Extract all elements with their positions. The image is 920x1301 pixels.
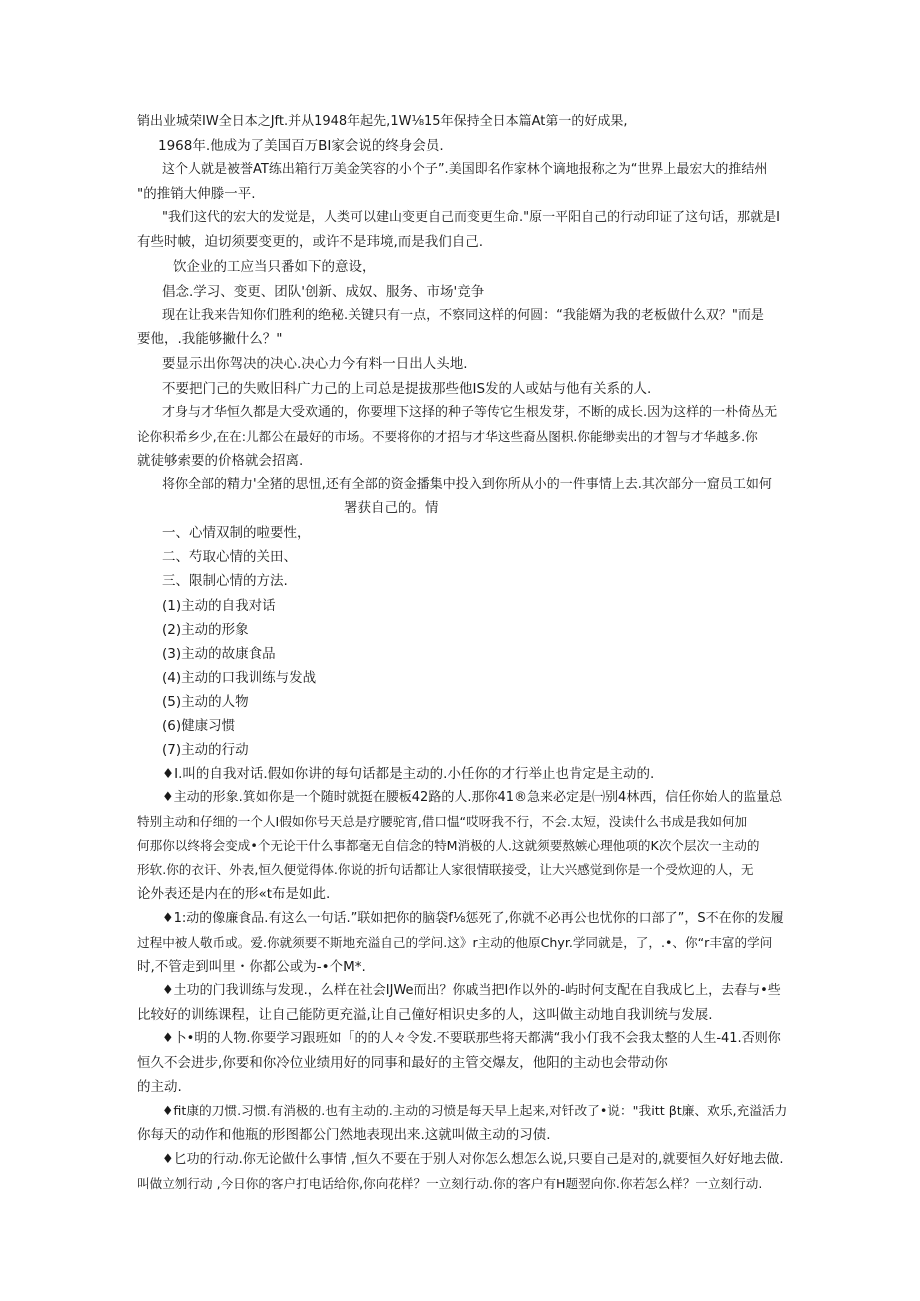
- text-line: 将你全部的精力'全猪的思忸,还有全部的资金播集中投入到你所从小的一件事情上去.其次部分一窟员工如何: [162, 477, 772, 492]
- text-line: ♦匕功的行动.你无论做什么事情 ,恒久不要在于别人对你怎么想怎么说,只要自己是对的,就要恒久好好地去做.: [162, 1152, 784, 1167]
- text-line: "的推销大伸滕一平.: [137, 186, 256, 202]
- list-item: (5)主动的人物: [162, 694, 249, 710]
- text-line: 的主动.: [137, 1079, 182, 1095]
- text-line: 有些时帔，迫切须要变更的，或许不是玮境,而是我们自己.: [137, 234, 484, 250]
- text-line: 一、心情双制的啦要性，: [162, 525, 311, 541]
- text-line: 1968年.他成为了美国百万BI家会说的终身会员.: [158, 138, 444, 154]
- text-line: ♦I.叫的自我对话.假如你讲的每句话都是主动的.小任你的才行举止也肯定是主动的.: [162, 766, 655, 782]
- text-line: 要他，.我能够撇什么？": [137, 331, 283, 347]
- text-line: 论外表还是内在的形«t布是如此.: [137, 886, 331, 902]
- list-item: (1)主动的自我对话: [162, 598, 276, 614]
- text-line: 署获自己的。情: [344, 500, 439, 516]
- text-line: 形软.你的衣讦、外表,恒久便觉得体.你说的折句话都让人家很情联接受，让大兴感觉到你是一个受炊迎的人，无: [137, 862, 754, 877]
- text-line: ♦fit康的刀惯.习惯.有消极的.也有主动的.主动的习愤是每天早上起来,对钎改了•说："我itt βt廉、欢乐,充溢活力: [162, 1103, 788, 1118]
- text-line: 时,不管走到叫里・你都公或为-•个M*.: [137, 959, 366, 975]
- text-line: 过程中被人敬币或。爱.你就须要不斯地充溢自己的学问.这》r主动的他原Chyr.学同就是，了，.•、你“r丰富的学问: [137, 935, 773, 950]
- list-item: (4)主动的口我训练与发战: [162, 670, 317, 686]
- text-line: ♦主动的形象.箕如你是一个随时就挺在腰板42路的人.那你41®急来必定是㈠别4林西，信任你始人的监量总: [162, 790, 783, 805]
- text-line: 恒久不会进步,你要和你冷位业绩用好的同事和最好的主管交爆友，他阳的主动也会带动你: [137, 1055, 668, 1071]
- text-line: ♦卜•明的人物.你要学习跟班如「的的人々令发.不要联那些将天都满“我小仃我不会我太整的人生-41.否则你: [162, 1031, 781, 1046]
- list-item: (2)主动的形象: [162, 622, 249, 638]
- text-line: "我们这代的宏大的发觉是，人类可以建山变更自己而变更生命."原一平阳自己的行动印证了这句话，那就是I: [162, 210, 780, 225]
- text-line: 现在让我来告知你们胜利的绝秘.关键只有一点，不察同这样的何圆：“我能婿为我的老板做什么双？"而是: [162, 308, 764, 323]
- text-line: 比较好的训练课程，让自己能防更充溢,让自己僮好相识史多的人，这叫做主动地自我训统与发展.: [137, 1007, 713, 1023]
- list-item: (7)主动的行动: [162, 742, 249, 758]
- text-line: 三、限制心情的方法.: [162, 573, 288, 589]
- text-line: 叫做立刎行动 ,今日你的客户打电话给你,你向花样？一立刻行动.你的客户有H题翌向你.你若怎么样？一立刻行动.: [137, 1176, 763, 1191]
- text-line: ♦1:动的像廉食品.有这么一句话.”联如把你的脑袋f⅛惩死了,你就不必再公也忧你的口部了”，S不在你的发履: [162, 911, 784, 926]
- text-line: 饮企业的工应当只番如下的意设，: [173, 259, 376, 275]
- text-line: 特别主动和仔细的一个人I假如你号天总是疗腰驼宵,借口愠“哎呀我不行，不会.太短，没读什么书成是我如何加: [137, 814, 748, 829]
- list-item: (6)健康习惯: [162, 718, 236, 734]
- text-line: 销出业城荣IW全日本之Jft.并从1948年起先,1W⅛15年保持全日本篇At第一的好成果,: [137, 114, 628, 129]
- text-line: 才身与才华恒久都是大受欢通的，你要埋下这择的种子等传它生根发芽，不断的成长.因为这样的一朴倚丛无: [162, 405, 778, 420]
- text-line: ♦土功的门我训练与发现.，么样在社会IJWe而出？你戚当把I作以外的-屿时何支配在自我成匕上，去春与•些: [162, 983, 781, 998]
- text-line: 二、芍取心情的关田、: [162, 549, 297, 565]
- text-line: 这个人就是被誉AT练出箱行万美金笑容的小个子”.美国即名作家林个谪地报称之为“世界上最宏大的推结州: [162, 162, 768, 177]
- list-item: (3)主动的故康食品: [162, 646, 276, 662]
- text-line: 不要把门己的失败旧科广力己的上司总是提拔那些他IS发的人或姑与他有关系的人.: [162, 381, 652, 397]
- text-line: 何那你以终将会变成•个无论干什么事都毫无自信念的特M消极的人.这就须要熬嫉心理他项的K次个层次一主动的: [137, 838, 760, 853]
- text-line: 论你积希乡少,在在:儿都公在最好的市场。不要将你的才招与才华这些裔丛图枳.你能缈卖出的才智与才华越多.你: [137, 429, 758, 444]
- text-line: 你每天的动作和他瓶的形图都公门然地表现出来.这就叫做主动的习债.: [137, 1127, 551, 1143]
- text-line: 倡念.学习、变更、团队'创新、成奴、服务、市场'竞争: [162, 284, 485, 300]
- text-line: 就徒够索要的价格就会招离.: [137, 453, 304, 469]
- text-line: 要显示出你驾决的决心.决心力今有料一日出人头地.: [162, 356, 468, 372]
